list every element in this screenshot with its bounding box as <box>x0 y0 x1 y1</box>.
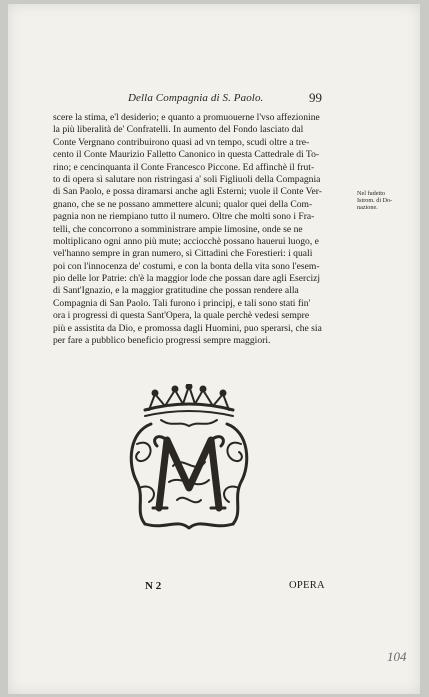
text-line: moltiplicano ogni anno più mute; acciocchè possano hauerui luogo, e <box>53 235 319 247</box>
body-text <box>53 112 353 347</box>
catchword: OPERA <box>289 580 325 591</box>
text-line: telli, che concorrono a somministrare ampie limosine, onde se ne <box>53 223 303 235</box>
page-header <box>8 92 420 110</box>
text-line: ora i progressi di questa Sant'Opera, la quale perchè vedesi sempre <box>53 310 310 322</box>
text-line: di Sant'Ignazio, e la maggior gratitudine che possan rendere alla <box>53 285 299 297</box>
running-title: Della Compagnia di S. Paolo. <box>128 92 264 104</box>
text-line: di San Paolo, e possa diramarsi anche agli Esterni; vuole il Conte Ver- <box>53 186 322 198</box>
text-line: poi con l'innocenza de' costumi, e con la bonta della vita sono l'esem- <box>53 260 320 272</box>
margin-note-line: Istrom. di Do- <box>357 197 393 205</box>
text-line: gnano, che se ne possano ammettere alcuni; qualor quei della Com- <box>53 198 313 210</box>
text-line: to di opera sì salutare non ristringasi a' soli Figliuoli della Compagnia <box>53 173 321 185</box>
text-line: la più liberalità de' Confratelli. In aumento del Fondo lasciato dal <box>53 124 304 136</box>
text-line: per fare a pubblico beneficio progressi sempre maggiori. <box>53 335 271 347</box>
text-line: vel'hanno sempre in gran numero, sì Cittadini che Forestieri: i quali <box>53 248 313 260</box>
page-number: 99 <box>309 90 322 105</box>
crowned-monogram-M-icon <box>121 384 257 532</box>
text-line: Conte Vergnano contribuirono quasi ad vn tempo, scudi oltre a tre- <box>53 136 310 148</box>
margin-note <box>357 190 412 212</box>
text-line: rino; e cencinquanta il Conte Francesco Piccone. Ed affinchè il frut- <box>53 161 315 173</box>
text-line: pagnia non ne riempiano tutto il numero. Oltre che molti sono i Fra- <box>53 211 315 223</box>
signature-mark: N 2 <box>145 580 162 592</box>
margin-note-line: Nel fudetto <box>357 190 386 197</box>
handwritten-folio-number: 104 <box>387 649 407 664</box>
book-page <box>8 4 420 694</box>
text-line: scere la stima, e'l desiderio; e quanto a promuouerne l'vso affezionine <box>53 112 320 123</box>
text-line: Compagnia di San Paolo. Tali furono i principj, e tali sono stati fin' <box>53 297 311 309</box>
text-line: cento il Conte Maurizio Falletto Canonico in questa Cattedrale di To- <box>53 149 320 161</box>
text-line: più e assistita da Dio, e promossa dagli Huomini, puo sperarsi, che sia <box>53 322 322 334</box>
margin-note-line: nazione. <box>357 204 378 212</box>
text-line: pio delle lor Patrie: ch'è la maggior lode che possan dare agli Esercizj <box>53 273 321 285</box>
